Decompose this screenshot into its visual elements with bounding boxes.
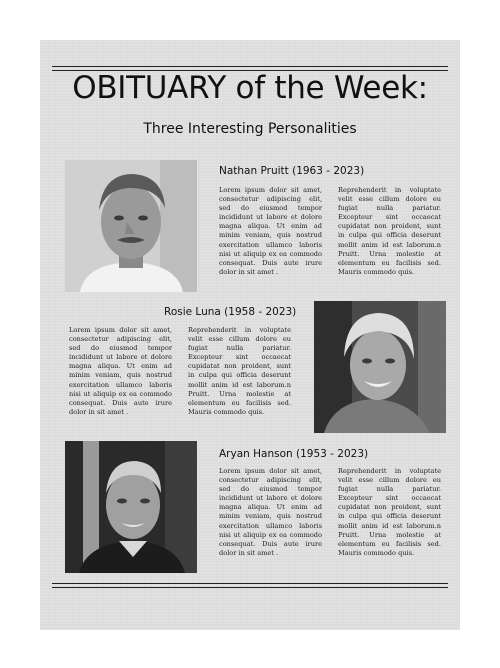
obituary-page bbox=[40, 40, 460, 630]
obituary-text-col-1: Lorem ipsum dolor sit amet, consectetur adipiscing elit, sed do eiusmod tempor incididunt ut labore et dolore magna aliqua. Ut enim ad minim veniam, quis nostrud exercitation ullamco laboris nisi ut aliquip ex ea commodo consequat. Duis aute irure dolor in sit amet . bbox=[219, 467, 322, 557]
portrait-photo-icon bbox=[65, 441, 197, 573]
bottom-rule bbox=[52, 587, 448, 588]
portrait-photo-icon bbox=[314, 301, 446, 433]
page-subtitle: Three Interesting Personalities bbox=[143, 121, 357, 137]
page-title: OBITUARY of the Week: bbox=[72, 70, 428, 106]
obituary-text-col-2: Reprehenderit in voluptate velit esse cillum dolore eu fugiat nulla pariatur. Excepteur sint occaecat cupidatat non proident, sunt in culpa qui officia deserunt mollit anim id est laborum.n Pruitt. Urna molestie at elementum eu facilisis sed. Mauris commodo quis. bbox=[188, 326, 291, 416]
person-name: Nathan Pruitt (1963 - 2023) bbox=[219, 165, 365, 177]
portrait-photo-icon bbox=[65, 160, 197, 292]
obituary-text-col-1: Lorem ipsum dolor sit amet, consectetur adipiscing elit, sed do eiusmod tempor incididunt ut labore et dolore magna aliqua. Ut enim ad minim veniam, quis nostrud exercitation ullamco laboris nisi ut aliquip ex ea commodo consequat. Duis aute irure dolor in sit amet . bbox=[219, 186, 322, 276]
obituary-text-col-2: Reprehenderit in voluptate velit esse cillum dolore eu fugiat nulla pariatur. Excepteur sint occaecat cupidatat non proident, sunt in culpa qui officia deserunt mollit anim id est laborum.n Pruitt. Urna molestie at elementum eu facilisis sed. Mauris commodo quis. bbox=[338, 186, 441, 276]
person-name: Aryan Hanson (1953 - 2023) bbox=[219, 448, 369, 460]
person-name: Rosie Luna (1958 - 2023) bbox=[164, 306, 297, 318]
obituary-text-col-2: Reprehenderit in voluptate velit esse cillum dolore eu fugiat nulla pariatur. Excepteur sint occaecat cupidatat non proident, sunt in culpa qui officia deserunt mollit anim id est laborum.n Pruitt. Urna molestie at elementum eu facilisis sed. Mauris commodo quis. bbox=[338, 467, 441, 557]
portrait-photo-nathan bbox=[65, 160, 197, 292]
portrait-photo-rosie bbox=[314, 301, 446, 433]
portrait-photo-aryan bbox=[65, 441, 197, 573]
obituary-text-col-1: Lorem ipsum dolor sit amet, consectetur adipiscing elit, sed do eiusmod tempor incididunt ut labore et dolore magna aliqua. Ut enim ad minim veniam, quis nostrud exercitation ullamco laboris nisi ut aliquip ex ea commodo consequat. Duis aute irure dolor in sit amet . bbox=[69, 326, 172, 416]
top-rule bbox=[52, 66, 448, 67]
bottom-rule-thin bbox=[52, 583, 448, 584]
